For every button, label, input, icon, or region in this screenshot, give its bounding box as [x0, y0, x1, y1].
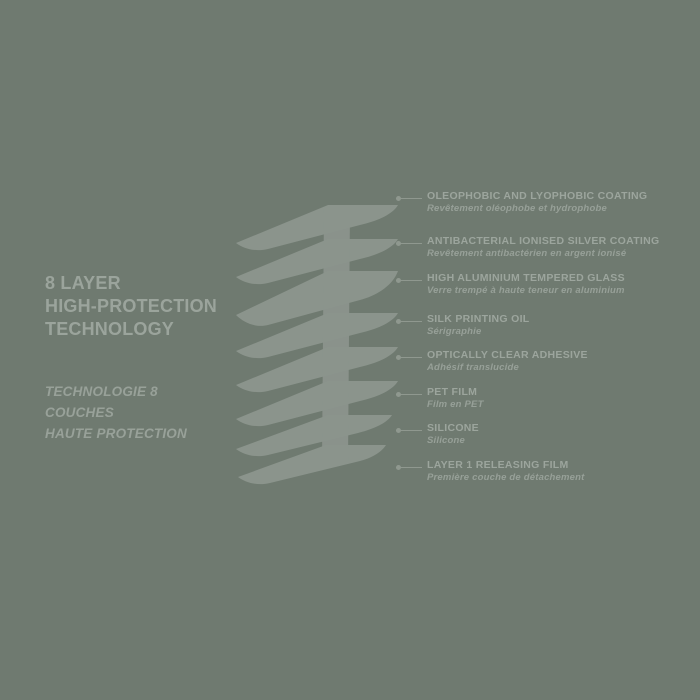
leader-line-icon [396, 430, 422, 431]
title-line-2: HIGH-PROTECTION [45, 296, 217, 316]
title-line-3: TECHNOLOGY [45, 319, 175, 339]
leader-line-icon [396, 198, 422, 199]
leader-line-icon [396, 243, 422, 244]
layer-7-label-en: SILICONE [427, 422, 479, 434]
title-line-1: 8 LAYER [45, 273, 121, 293]
page-subtitle [45, 381, 245, 444]
layer-3-label-en: HIGH ALUMINIUM TEMPERED GLASS [427, 272, 625, 284]
layer-2-label-fr: Revêtement antibactérien en argent ionisé [427, 248, 627, 259]
layer-6-label-en: PET FILM [427, 386, 478, 398]
leader-line-icon [396, 467, 422, 468]
layer-2-label-en: ANTIBACTERIAL IONISED SILVER COATING [427, 235, 660, 247]
leader-line-icon [396, 321, 422, 322]
callout-layer-4 [396, 313, 696, 347]
callout-layer-8 [396, 459, 696, 493]
callout-layer-2 [396, 235, 696, 269]
subtitle-line-1: TECHNOLOGIE 8 [45, 384, 158, 399]
layer-5-label-fr: Adhésif translucide [427, 362, 519, 373]
callout-layer-1 [396, 190, 696, 224]
callout-layer-7 [396, 422, 696, 456]
callout-layer-6 [396, 386, 696, 420]
layer-8-label-en: LAYER 1 RELEASING FILM [427, 459, 569, 471]
leader-line-icon [396, 394, 422, 395]
layer-4-label-fr: Sérigraphie [427, 326, 482, 337]
layer-3-label-fr: Verre trempé à haute teneur en aluminium [427, 285, 625, 296]
subtitle-line-3: HAUTE PROTECTION [45, 426, 187, 441]
layer-1-label-en: OLEOPHOBIC AND LYOPHOBIC COATING [427, 190, 648, 202]
callout-layer-5 [396, 349, 696, 383]
page-title [45, 272, 245, 341]
layer-7-label-fr: Silicone [427, 435, 466, 446]
title-block [45, 272, 245, 444]
layer-5-label-en: OPTICALLY CLEAR ADHESIVE [427, 349, 588, 361]
layer-8-label-fr: Première couche de détachement [427, 472, 585, 483]
subtitle-line-2: COUCHES [45, 405, 114, 420]
layer-6-label-fr: Film en PET [427, 399, 484, 410]
leader-line-icon [396, 280, 422, 281]
layer-4-label-en: SILK PRINTING OIL [427, 313, 530, 325]
stack-spine [322, 207, 350, 463]
layer-1-label-fr: Revêtement oléophobe et hydrophobe [427, 203, 607, 214]
leader-line-icon [396, 357, 422, 358]
callout-layer-3 [396, 272, 696, 306]
layer-stack-graphic [228, 205, 418, 495]
